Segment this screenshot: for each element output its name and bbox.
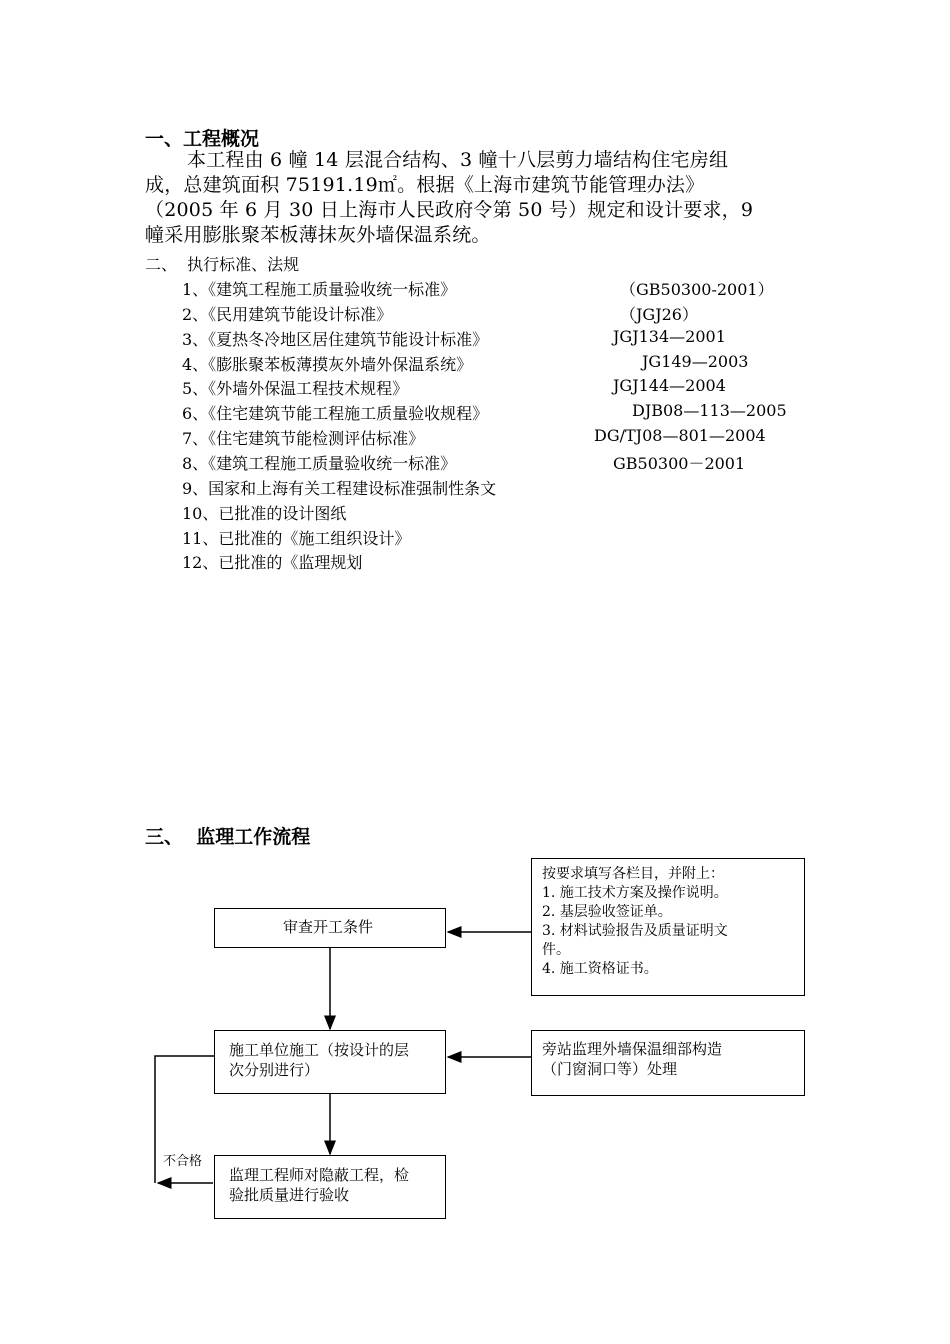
fail-label: 不合格: [163, 1154, 203, 1169]
standard-title-6: 6、《住宅建筑节能工程施工质量验收规程》: [182, 404, 489, 423]
review-box-label: 审查开工条件: [283, 918, 374, 936]
standard-code-2: （JGJ26）: [620, 305, 698, 324]
standard-code-6: DJB08—113—2005: [632, 401, 787, 420]
standard-code-5: JGJ144—2004: [613, 376, 726, 395]
note-line-6: 4. 施工资格证书。: [542, 961, 658, 977]
para-line-3: （2005 年 6 月 30 日上海市人民政府令第 50 号）规定和设计要求，9: [145, 199, 754, 221]
section3-heading: 三、 监理工作流程: [145, 826, 311, 848]
standard-title-1: 1、《建筑工程施工质量验收统一标准》: [182, 280, 457, 299]
standard-title-3: 3、《夏热冬冷地区居住建筑节能设计标准》: [182, 330, 489, 349]
review-conditions-box: [214, 908, 446, 948]
construction-box-line-2: 次分别进行）: [229, 1061, 320, 1079]
section2-heading: 二、 执行标准、法规: [145, 255, 300, 274]
para-line-2: 成，总建筑面积 75191.19㎡。根据《上海市建筑节能管理办法》: [145, 174, 705, 196]
note-line-2: 1. 施工技术方案及操作说明。: [542, 885, 728, 901]
inspection-box: [214, 1155, 446, 1219]
note-line-3: 2. 基层验收签证单。: [542, 904, 672, 920]
construction-box-line-1: 施工单位施工（按设计的层: [229, 1041, 410, 1059]
standard-title-7: 7、《住宅建筑节能检测评估标准》: [182, 429, 425, 448]
side-box-line-1: 旁站监理外墙保温细部构造: [542, 1040, 723, 1058]
standard-title-12: 12、已批准的《监理规划: [182, 553, 363, 572]
note-line-1: 按要求填写各栏目，并附上：: [542, 866, 724, 882]
note-line-4: 3. 材料试验报告及质量证明文: [542, 923, 728, 939]
side-supervision-box: [531, 1030, 805, 1096]
standard-code-4: JG149—2003: [642, 352, 749, 371]
standard-title-11: 11、已批准的《施工组织设计》: [182, 529, 411, 548]
standard-title-8: 8、《建筑工程施工质量验收统一标准》: [182, 454, 457, 473]
standard-code-3: JGJ134—2001: [613, 327, 726, 346]
inspection-box-line-1: 监理工程师对隐蔽工程，检: [229, 1166, 410, 1184]
construction-box: [214, 1030, 446, 1094]
standard-title-9: 9、国家和上海有关工程建设标准强制性条文: [182, 479, 497, 498]
para-line-1: 本工程由 6 幢 14 层混合结构、3 幢十八层剪力墙结构住宅房组: [187, 149, 729, 171]
standard-title-5: 5、《外墙外保温工程技术规程》: [182, 379, 409, 398]
standard-title-10: 10、已批准的设计图纸: [182, 504, 347, 523]
standard-code-1: （GB50300-2001）: [620, 280, 774, 299]
standard-code-7: DG/TJ08—801—2004: [594, 426, 766, 445]
para-line-4: 幢采用膨胀聚苯板薄抹灰外墙保温系统。: [145, 224, 491, 246]
standard-code-8: GB50300－2001: [613, 454, 746, 473]
standard-title-2: 2、《民用建筑节能设计标准》: [182, 305, 393, 324]
section1-heading: 一、工程概况: [145, 128, 260, 150]
note-line-5: 件。: [542, 942, 570, 958]
side-box-line-2: （门窗洞口等）处理: [542, 1060, 678, 1078]
standard-title-4: 4、《膨胀聚苯板薄摸灰外墙外保温系统》: [182, 355, 473, 374]
inspection-box-line-2: 验批质量进行验收: [229, 1186, 350, 1204]
requirements-note-box: [531, 858, 805, 996]
